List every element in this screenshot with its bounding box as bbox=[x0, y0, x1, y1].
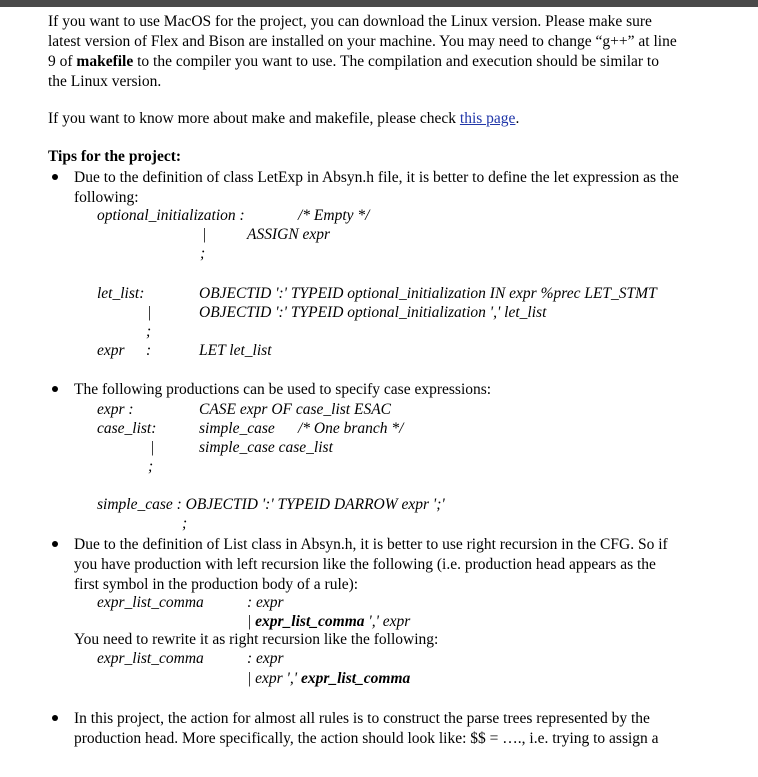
case-list-rule-2: simple_case case_list bbox=[199, 439, 333, 456]
intro-line-1: If you want to use MacOS for the project, you can download the Linux version. Please make sure bbox=[48, 13, 652, 30]
intro-line-3-post: to the compiler you want to use. The compilation and execution should be similar to bbox=[133, 53, 659, 70]
bullet-4 bbox=[52, 715, 58, 721]
optional-initialization-empty: /* Empty */ bbox=[298, 207, 370, 224]
bullet-2 bbox=[52, 386, 58, 392]
makefile-bold: makefile bbox=[76, 53, 134, 70]
case-expr-head: expr : bbox=[97, 401, 134, 418]
left-recursion-rest: ',' expr bbox=[364, 613, 411, 630]
let-list-rule-2: OBJECTID ':' TYPEID optional_initialization ',' let_list bbox=[199, 304, 547, 321]
tip3-rewrite-line: You need to rewrite it as right recursion like the following: bbox=[74, 631, 439, 648]
let-list-rule-1: OBJECTID ':' TYPEID optional_initialization IN expr %prec LET_STMT bbox=[199, 285, 657, 302]
simple-case-rule: simple_case : OBJECTID ':' TYPEID DARROW expr ';' bbox=[97, 496, 445, 513]
let-expr-rule: LET let_list bbox=[199, 342, 272, 359]
tip4-line-1: In this project, the action for almost all rules is to construct the parse trees represented by the bbox=[74, 710, 650, 727]
right-recursion-rule-1: : expr bbox=[247, 650, 284, 667]
right-recursion-pre: | expr ',' bbox=[247, 670, 301, 687]
right-recursion-head: expr_list_comma bbox=[97, 650, 204, 667]
left-recursion-head: expr_list_comma bbox=[97, 594, 204, 611]
optional-initialization-semicolon: ; bbox=[200, 245, 206, 262]
simple-case-semicolon: ; bbox=[182, 515, 188, 532]
case-list-bar: | bbox=[150, 439, 155, 456]
tip3-line-1: Due to the definition of List class in Absyn.h, it is better to use right recursion in the CFG. So if bbox=[74, 536, 668, 553]
case-list-head: case_list: bbox=[97, 420, 157, 437]
case-expr-rule: CASE expr OF case_list ESAC bbox=[199, 401, 391, 418]
case-list-rule-1: simple_case bbox=[199, 420, 275, 437]
optional-initialization-head: optional_initialization : bbox=[97, 207, 245, 224]
this-page-link[interactable]: this page bbox=[459, 110, 516, 127]
left-recursion-rule-1: : expr bbox=[247, 594, 284, 611]
make-paragraph-end: . bbox=[515, 110, 520, 127]
right-recursion-rule-2 bbox=[247, 669, 410, 688]
intro-line-4: the Linux version. bbox=[48, 73, 162, 90]
let-list-bar: | bbox=[147, 304, 152, 321]
case-list-semicolon: ; bbox=[148, 458, 154, 475]
intro-line-3 bbox=[48, 52, 659, 71]
top-border bbox=[0, 0, 758, 7]
let-list-head: let_list: bbox=[97, 285, 145, 302]
left-recursion-rule-2 bbox=[247, 612, 410, 631]
intro-line-3-pre: 9 of bbox=[48, 53, 77, 70]
make-paragraph bbox=[48, 109, 519, 128]
make-paragraph-text: If you want to know more about make and makefile, please check bbox=[48, 110, 460, 127]
intro-line-2: latest version of Flex and Bison are installed on your machine. You may need to change “g++” at line bbox=[48, 33, 677, 50]
let-expr-head: expr bbox=[97, 342, 125, 359]
case-list-comment: /* One branch */ bbox=[298, 420, 404, 437]
bullet-3 bbox=[52, 541, 58, 547]
tip3-line-3: first symbol in the production body of a rule): bbox=[74, 576, 359, 593]
optional-initialization-bar: | bbox=[202, 226, 207, 243]
tip2-line-1: The following productions can be used to specify case expressions: bbox=[74, 381, 492, 398]
tip1-line-2: following: bbox=[74, 189, 139, 206]
tip4-line-2: production head. More specifically, the action should look like: $$ = …., i.e. trying to assign a bbox=[74, 730, 659, 747]
optional-initialization-assign: ASSIGN expr bbox=[247, 226, 331, 243]
tip3-line-2: you have production with left recursion like the following (i.e. production head appears as the bbox=[74, 556, 656, 573]
tip1-line-1: Due to the definition of class LetExp in Absyn.h file, it is better to define the let expression as the bbox=[74, 169, 679, 186]
left-recursion-bold-symbol: expr_list_comma bbox=[255, 613, 365, 630]
let-list-semicolon: ; bbox=[146, 323, 152, 340]
bullet-1 bbox=[52, 174, 58, 180]
tips-heading: Tips for the project: bbox=[48, 148, 182, 165]
let-expr-colon: : bbox=[146, 342, 152, 359]
right-recursion-bold-symbol: expr_list_comma bbox=[300, 670, 411, 687]
left-recursion-bar: | bbox=[247, 613, 256, 630]
